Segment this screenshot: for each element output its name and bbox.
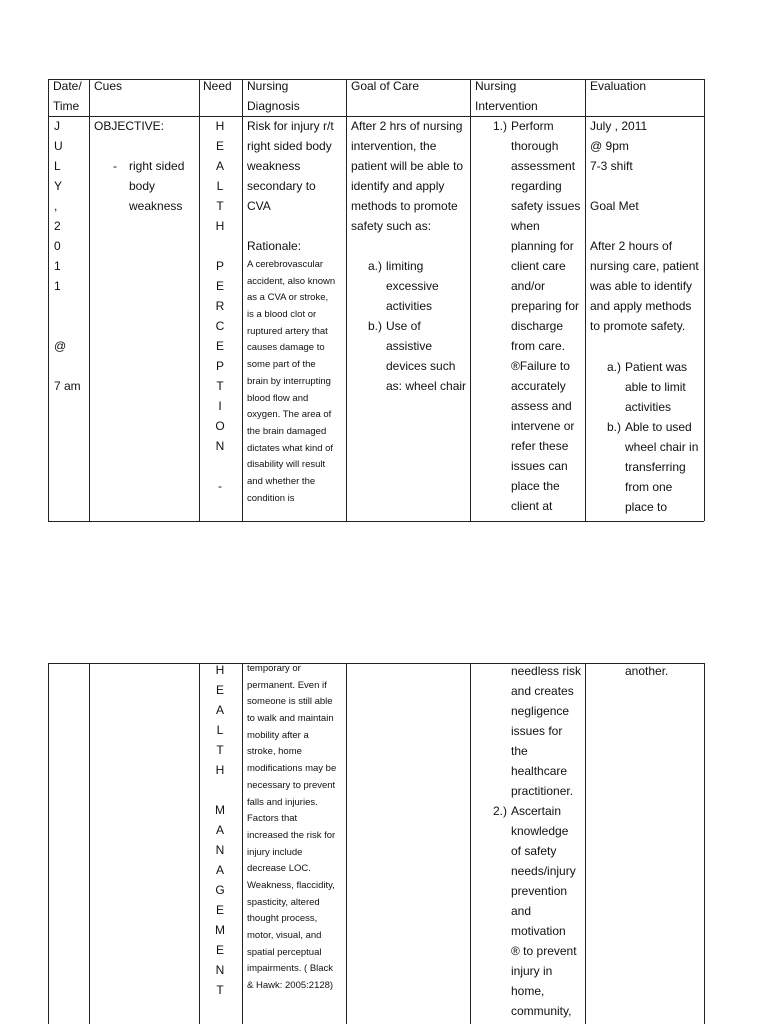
date-letter: 1 (54, 279, 61, 293)
need-letter: A (215, 863, 224, 877)
rationale-line: spasticity, altered (247, 896, 320, 908)
need-letter: N (215, 439, 225, 453)
need-letter: E (215, 139, 224, 153)
intervention-line: home, (511, 984, 545, 998)
table1-col-border (585, 79, 586, 521)
need-letter: M (215, 803, 225, 817)
need-letter: G (215, 883, 225, 897)
intervention-line: Perform (511, 119, 554, 133)
table1-col-border (470, 79, 471, 521)
eval-b-marker: b.) (607, 420, 622, 434)
intervention-line: thorough (511, 139, 559, 153)
header-need: Need (203, 79, 232, 93)
table2-col-border (470, 663, 471, 1024)
need-letter: T (216, 379, 224, 393)
intervention-line: intervene or (511, 419, 575, 433)
rationale-line: necessary to prevent (247, 779, 336, 791)
evaluation-lines (590, 116, 699, 336)
rationale-line: dictates what kind of (247, 442, 334, 454)
need-letter: N (215, 963, 225, 977)
diagnosis-line: Risk for injury r/t (247, 119, 334, 133)
header-goal-of-care: Goal of Care (351, 79, 420, 93)
intervention-line: prevention (511, 884, 568, 898)
intervention-line: discharge (511, 319, 564, 333)
table2-col-border (199, 663, 200, 1024)
rationale-line: A cerebrovascular (247, 259, 324, 270)
intervention-line: assessment (511, 159, 576, 173)
goal-a-line: limiting (386, 259, 424, 273)
goal-line: After 2 hrs of nursing (351, 119, 463, 133)
table1-col-border (89, 79, 90, 521)
intervention-line: ® to prevent (511, 944, 577, 958)
eval-b-lines (625, 417, 698, 517)
intervention-line: negligence (511, 704, 570, 718)
intervention-line: motivation (511, 924, 566, 938)
rationale-line: falls and injuries. (247, 796, 318, 808)
intervention-line: needs/injury (511, 864, 576, 878)
eval-a-marker: a.) (607, 360, 622, 374)
goal-a-line: excessive (386, 279, 439, 293)
date-letters (54, 116, 81, 396)
need-letter (210, 456, 230, 476)
rationale-line: as a CVA or stroke, (247, 292, 329, 304)
eval-b-line: transferring (625, 460, 686, 474)
rationale-line: and whether the (247, 475, 316, 487)
table2-col-border (242, 663, 243, 1024)
evaluation-line: another. (625, 664, 669, 678)
header-nursing-intervention (475, 76, 538, 116)
diagnosis-lines (247, 116, 334, 216)
intervention-line: knowledge (511, 824, 569, 838)
cues-lines (129, 156, 184, 216)
goal-b-line: Use of (386, 319, 421, 333)
rationale-label: Rationale: (247, 239, 302, 253)
diagnosis-line: secondary to (247, 179, 316, 193)
evaluation-line: July , 2011 (590, 119, 648, 133)
need-letter: C (215, 319, 225, 333)
need-letter: I (218, 399, 222, 413)
need-letter: A (215, 159, 224, 173)
table1-col-border (704, 79, 705, 521)
eval-b-line: Able to used (625, 420, 692, 434)
rationale-text (247, 257, 335, 507)
evaluation-line: nursing care, patient (590, 259, 699, 273)
need-letter: H (215, 763, 225, 777)
date-letter (54, 296, 81, 316)
need-letter: T (216, 983, 224, 997)
rationale-line: thought process, (247, 913, 318, 925)
cue-line: body (129, 179, 156, 193)
rationale-line: oxygen. The area of (247, 409, 332, 421)
need-letter: E (215, 943, 224, 957)
date-letter (54, 316, 81, 336)
table1-col-border (48, 79, 49, 521)
intervention-line: injury in (511, 964, 553, 978)
intervention-line: practitioner. (511, 784, 574, 798)
rationale-line: permanent. Even if (247, 679, 327, 691)
header-evaluation: Evaluation (590, 79, 647, 93)
date-letter: 7 am (54, 379, 81, 393)
need-letter: N (215, 843, 225, 857)
intervention-line: from care. (511, 339, 566, 353)
goal-line: identify and apply (351, 179, 445, 193)
need-letter: E (215, 279, 224, 293)
goal-lines (351, 116, 463, 236)
date-letter: @ (54, 339, 67, 353)
rationale-line: some part of the (247, 359, 316, 371)
intervention-1-lines (511, 116, 580, 516)
header-intervention-line: Intervention (475, 99, 538, 113)
rationale-line: ruptured artery that (247, 325, 328, 337)
goal-b-lines (386, 316, 466, 396)
intervention-line: place the (511, 479, 560, 493)
intervention-line: accurately (511, 379, 566, 393)
rationale-line: is a blood clot or (247, 309, 317, 321)
header-nursing-diagnosis (247, 76, 300, 116)
table2-col-border (346, 663, 347, 1024)
need-letter (210, 780, 230, 800)
date-letter: L (54, 159, 61, 173)
evaluation-line: @ 9pm (590, 139, 629, 153)
evaluation-line (590, 176, 699, 196)
table1-bottom-border (48, 521, 704, 522)
intervention-line: client at (511, 499, 553, 513)
goal-a-marker: a.) (368, 259, 383, 273)
table1-col-border (346, 79, 347, 521)
rationale-line: temporary or (247, 663, 301, 674)
intervention-line: when (511, 219, 540, 233)
table2-col-border (89, 663, 90, 1024)
date-letter: 2 (54, 219, 61, 233)
need-letters-health-perception (210, 116, 230, 496)
goal-line: methods to promote (351, 199, 458, 213)
evaluation-line: Goal Met (590, 199, 639, 213)
rationale-line: increased the risk for (247, 829, 336, 841)
evaluation-line: and apply methods (590, 299, 692, 313)
rationale-line: blood flow and (247, 392, 309, 404)
need-letter: E (215, 339, 224, 353)
eval-a-line: able to limit (625, 380, 686, 394)
rationale-line: injury include (247, 846, 303, 858)
date-letter: Y (54, 179, 63, 193)
need-letter: P (215, 359, 224, 373)
rationale-line: disability will result (247, 459, 326, 471)
intervention-line: assess and (511, 399, 572, 413)
cues-objective-label: OBJECTIVE: (94, 119, 165, 133)
table1-col-border (199, 79, 200, 521)
rationale-text-continued (247, 661, 336, 995)
intervention-line: and creates (511, 684, 574, 698)
need-letter: L (216, 723, 224, 737)
rationale-line: decrease LOC. (247, 863, 311, 875)
rationale-line: the brain damaged (247, 425, 327, 437)
need-letter: H (215, 219, 225, 233)
header-date-label: Date/ (53, 79, 82, 93)
intervention-line: ®Failure to (511, 359, 570, 373)
date-letter: J (54, 119, 60, 133)
rationale-line: impairments. ( Black (247, 963, 334, 975)
diagnosis-line: weakness (247, 159, 301, 173)
eval-b-line: wheel chair in (625, 440, 699, 454)
rationale-line: Factors that (247, 813, 298, 825)
goal-b-line: as: wheel chair (386, 379, 467, 393)
intervention-2-lines (511, 801, 577, 1021)
intervention-line: refer these (511, 439, 569, 453)
evaluation-line (590, 216, 699, 236)
intervention-line: client care (511, 259, 566, 273)
header-date-time (53, 76, 82, 116)
diagnosis-line: right sided body (247, 139, 332, 153)
goal-b-marker: b.) (368, 319, 383, 333)
date-letter: U (54, 139, 63, 153)
goal-line: intervention, the (351, 139, 437, 153)
intervention-line: safety issues (511, 199, 581, 213)
need-letter: E (215, 683, 224, 697)
rationale-line: causes damage to (247, 342, 325, 354)
eval-a-line: Patient was (625, 360, 688, 374)
intervention-1-marker: 1.) (493, 119, 508, 133)
goal-a-lines (386, 256, 439, 316)
intervention-line: community, (511, 1004, 572, 1018)
need-letter: P (215, 259, 224, 273)
rationale-line: Weakness, flaccidity, (247, 879, 335, 891)
rationale-line: to walk and maintain (247, 713, 334, 725)
rationale-line: & Hawk: 2005:2128) (247, 980, 334, 992)
goal-line: patient will be able to (351, 159, 464, 173)
rationale-line: mobility after a (247, 729, 309, 741)
diagnosis-line: CVA (247, 199, 271, 213)
need-letter (210, 236, 230, 256)
rationale-line: condition is (247, 492, 295, 504)
header-intervention-line: Nursing (475, 79, 517, 93)
goal-line: safety such as: (351, 219, 432, 233)
intervention-line: preparing for (511, 299, 580, 313)
intervention-line: regarding (511, 179, 562, 193)
rationale-line: stroke, home (247, 746, 302, 758)
cue-line: weakness (129, 199, 183, 213)
table2-top-border (48, 663, 704, 664)
intervention-2-marker: 2.) (493, 804, 508, 818)
table2-col-border (585, 663, 586, 1024)
date-letter: 1 (54, 259, 61, 273)
table2-col-border (48, 663, 49, 1024)
need-letter: R (215, 299, 225, 313)
need-letter: T (216, 199, 224, 213)
header-time-label: Time (53, 99, 80, 113)
header-cues: Cues (94, 79, 123, 93)
intervention-line: planning for (511, 239, 574, 253)
need-letter: H (215, 663, 225, 677)
date-letter (54, 356, 81, 376)
date-letter: , (54, 199, 58, 213)
intervention-line: healthcare (511, 764, 568, 778)
goal-b-line: devices such (386, 359, 456, 373)
header-diagnosis-line: Diagnosis (247, 99, 300, 113)
intervention-line: needless risk (511, 664, 582, 678)
need-letter: M (215, 923, 225, 937)
need-letter: H (215, 119, 225, 133)
table2-col-border (704, 663, 705, 1024)
need-letters-health-management (210, 660, 230, 1000)
eval-a-lines (625, 357, 687, 417)
goal-b-line: assistive (386, 339, 433, 353)
eval-b-line: from one (625, 480, 673, 494)
intervention-line: the (511, 744, 528, 758)
intervention-line: of safety (511, 844, 557, 858)
intervention-1-lines-continued (511, 661, 581, 801)
goal-a-line: activities (386, 299, 433, 313)
need-letter: - (218, 479, 222, 493)
eval-b-line: place to (625, 500, 668, 514)
need-letter: T (216, 743, 224, 757)
intervention-line: issues for (511, 724, 563, 738)
intervention-line: and (511, 904, 532, 918)
need-letter: E (215, 903, 224, 917)
cue-line: right sided (129, 159, 185, 173)
need-letter: A (215, 703, 224, 717)
evaluation-line: to promote safety. (590, 319, 686, 333)
intervention-line: Ascertain (511, 804, 562, 818)
evaluation-lines-continued (625, 661, 668, 681)
rationale-line: spatial perceptual (247, 946, 322, 958)
date-letter: 0 (54, 239, 61, 253)
cues-bullet: - (113, 159, 117, 173)
rationale-line: someone is still able (247, 696, 333, 708)
intervention-line: and/or (511, 279, 546, 293)
evaluation-line: 7-3 shift (590, 159, 633, 173)
evaluation-line: was able to identify (590, 279, 693, 293)
evaluation-line: After 2 hours of (590, 239, 673, 253)
intervention-line: issues can (511, 459, 568, 473)
eval-a-line: activities (625, 400, 672, 414)
rationale-line: motor, visual, and (247, 930, 322, 941)
header-diagnosis-line: Nursing (247, 79, 289, 93)
rationale-line: brain by interrupting (247, 375, 331, 387)
need-letter: A (215, 823, 224, 837)
need-letter: O (215, 419, 225, 433)
rationale-line: modifications may be (247, 763, 337, 775)
table1-col-border (242, 79, 243, 521)
need-letter: L (216, 179, 224, 193)
rationale-line: accident, also known (247, 275, 336, 287)
